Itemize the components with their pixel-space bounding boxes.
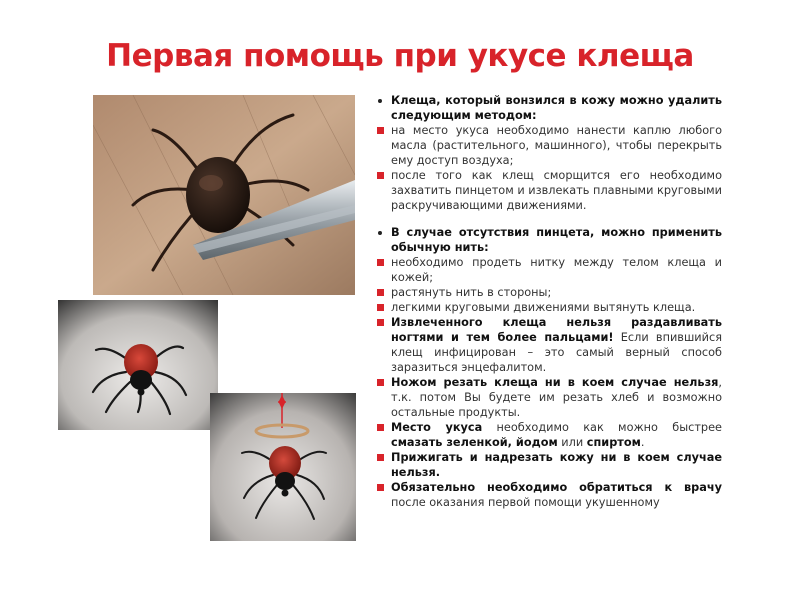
bullet-square: [377, 319, 384, 326]
section1-item-1: на место укуса необходимо нанести каплю любого масла (растительного, машинного), чтобы перекрыть ему доступ воздуха;: [391, 124, 722, 167]
section2-heading: В случае отсутствия пинцета, можно применить обычную нить:: [391, 226, 722, 254]
section2-item-3: легкими круговыми движениями вытянуть клеща.: [391, 301, 696, 314]
section1-item-2: после того как клещ сморщится его необходимо захватить пинцетом и извлекать плавными круговыми раскручивающими движениями.: [391, 169, 722, 212]
note-burn-bold: Прижигать и надрезать кожу ни в коем случае нельзя.: [391, 451, 722, 479]
bullet-square: [377, 289, 384, 296]
section1-heading-item: [376, 93, 722, 123]
note-crush: [376, 315, 722, 375]
note-doctor-rest: после оказания первой помощи укушенному: [391, 496, 660, 509]
note-knife-rest: , т.к. потом Вы будете им резать хлеб и возможно остальные продукты.: [391, 376, 722, 419]
bullet-dot: [378, 231, 382, 235]
tick-thread-photo: [210, 393, 356, 541]
page-title: Первая помощь при укусе клеща: [106, 38, 694, 74]
note-doctor-bold: Обязательно необходимо обратиться к врачу: [391, 481, 722, 494]
bullet-square: [377, 127, 384, 134]
list-item: [376, 123, 722, 168]
bullet-square: [377, 172, 384, 179]
section2-heading-item: [376, 225, 722, 255]
note-doctor: [376, 480, 722, 510]
note-burn: [376, 450, 722, 480]
bullet-square: [377, 484, 384, 491]
list-item: [376, 168, 722, 213]
note-knife: [376, 375, 722, 420]
tick-tweezers-photo: [93, 95, 355, 295]
bullet-square: [377, 259, 384, 266]
list-item: [376, 285, 722, 300]
section1-heading: Клеща, который вонзился в кожу можно удалить следующим методом:: [391, 94, 722, 122]
tick-on-skin-photo: [58, 300, 218, 430]
bullet-square: [377, 379, 384, 386]
bullet-square: [377, 454, 384, 461]
note-site-or: или: [557, 436, 587, 449]
bullet-square: [377, 424, 384, 431]
note-crush-rest: Если впившийся клещ инфицирован – это самый верный способ заразиться энцефалитом.: [391, 331, 722, 374]
bullet-dot: [378, 99, 382, 103]
note-site-mid: необходимо как можно быстрее: [482, 421, 722, 434]
note-site-end: .: [640, 436, 645, 449]
note-site-bold: Место укуса: [391, 421, 483, 434]
section2-item-1: необходимо продеть нитку между телом клеща и кожей;: [391, 256, 722, 284]
bullet-square: [377, 304, 384, 311]
instructions-text: [376, 93, 722, 510]
note-crush-bold: Извлеченного клеща нельзя раздавливать ногтями и тем более пальцами!: [391, 316, 722, 344]
list-item: [376, 255, 722, 285]
note-site-bold2: смазать зеленкой, йодом: [391, 436, 558, 449]
note-site-bold3: спиртом: [586, 436, 641, 449]
list-item: [376, 300, 722, 315]
note-site: [376, 420, 722, 450]
note-knife-bold: Ножом резать клеща ни в коем случае нельзя: [391, 376, 719, 389]
section2-item-2: растянуть нить в стороны;: [391, 286, 552, 299]
